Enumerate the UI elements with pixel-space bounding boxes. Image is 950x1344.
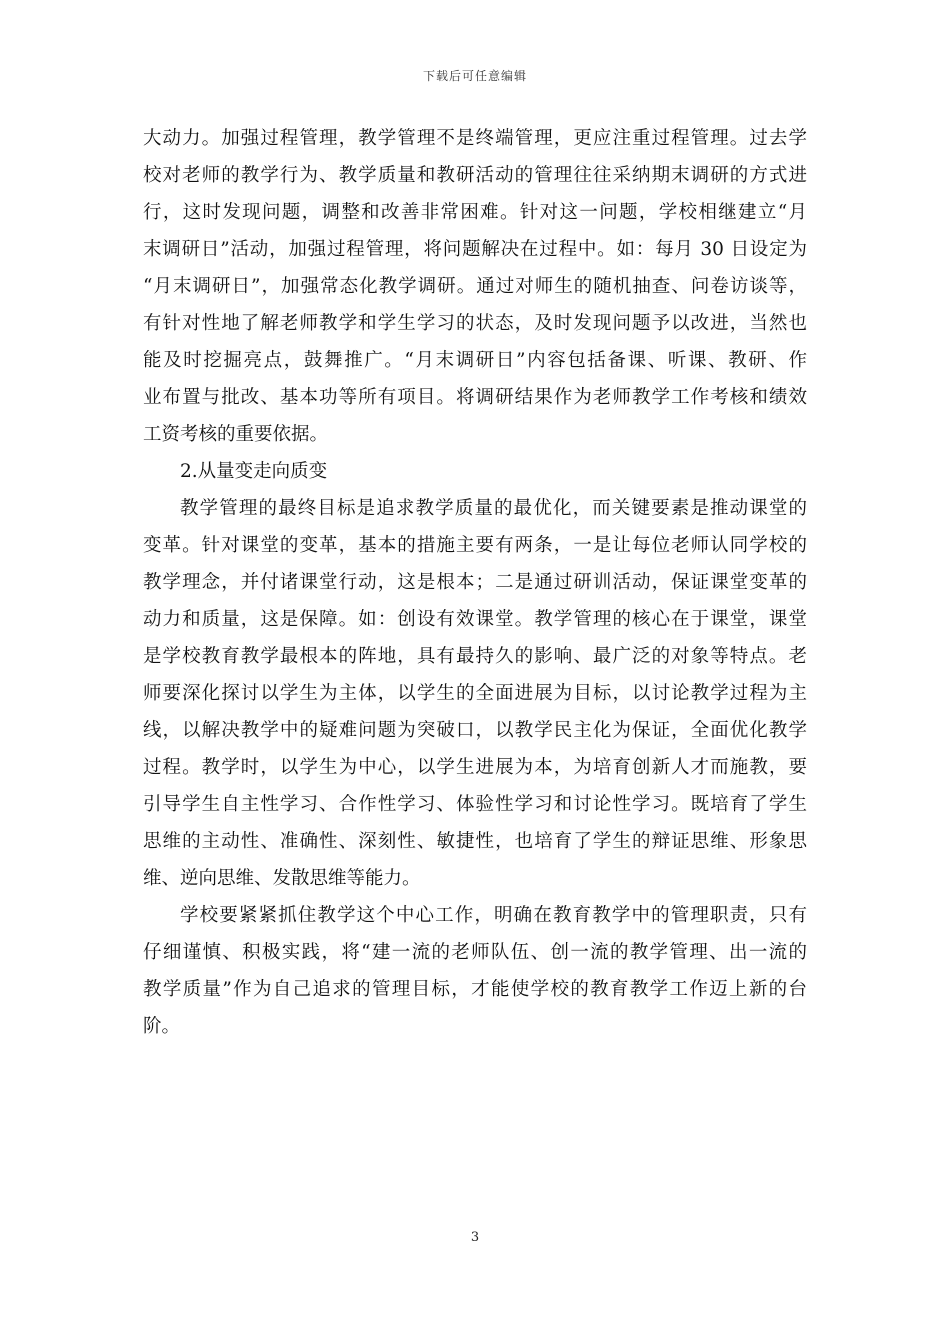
text-line: 引导学生自主性学习、合作性学习、体验性学习和讨论性学习。既培育了学生 [143,794,807,815]
text-line: 过程。教学时，以学生为中心，以学生进展为本，为培育创新人才而施教，要 [143,757,807,778]
text-line: 是学校教育教学最根本的阵地，具有最持久的影响、最广泛的对象等特点。老 [143,646,807,667]
paragraph-quality-change [143,490,807,897]
text-line: 线，以解决教学中的疑难问题为突破口，以教学民主化为保证，全面优化教学 [143,720,807,741]
text-line: 变革。针对课堂的变革，基本的措施主要有两条，一是让每位老师认同学校的 [143,535,807,556]
text-line: 大动力。加强过程管理，教学管理不是终端管理，更应注重过程管理。过去学 [143,128,807,149]
text-line: 校对老师的教学行为、教学质量和教研活动的管理往往采纳期末调研的方式进 [143,165,807,186]
text-line: 动力和质量，这是保障。如：创设有效课堂。教学管理的核心在于课堂，课堂 [143,609,807,630]
section-heading: 2.从量变走向质变 [180,461,328,482]
text-line: 阶。 [143,1016,181,1037]
document-body [143,120,807,1045]
text-line: 工资考核的重要依据。 [143,424,329,445]
text-line: 教学理念，并付诸课堂行动，这是根本；二是通过研训活动，保证课堂变革的 [143,572,807,593]
page-number: 3 [470,1230,480,1245]
text-line: 教学管理的最终目标是追求教学质量的最优化，而关键要素是推动课堂的 [180,498,807,519]
text-line: 行，这时发现问题，调整和改善非常困难。针对这一问题，学校相继建立“月 [143,202,807,223]
page-header: 下载后可任意编辑 [422,69,527,83]
text-line: 教学质量”作为自己追求的管理目标，才能使学校的教育教学工作迈上新的台 [143,979,807,1000]
text-line: 有针对性地了解老师教学和学生学习的状态，及时发现问题予以改进，当然也 [143,313,807,334]
text-line: 维、逆向思维、发散思维等能力。 [143,868,421,889]
text-line: 师要深化探讨以学生为主体，以学生的全面进展为目标，以讨论教学过程为主 [143,683,807,704]
paragraph-conclusion [143,897,807,1045]
text-line: 业布置与批改、基本功等所有项目。将调研结果作为老师教学工作考核和绩效 [143,387,807,408]
text-line: 学校要紧紧抓住教学这个中心工作，明确在教育教学中的管理职责，只有 [180,905,807,926]
paragraph-process-management [143,120,807,453]
text-line: 能及时挖掘亮点，鼓舞推广。“月末调研日”内容包括备课、听课、教研、作 [143,350,807,371]
text-line: “月末调研日”，加强常态化教学调研。通过对师生的随机抽查、问卷访谈等， [143,276,807,297]
text-line: 仔细谨慎、积极实践，将“建一流的老师队伍、创一流的教学管理、出一流的 [143,942,807,963]
text-line: 末调研日”活动，加强过程管理，将问题解决在过程中。如：每月 30 日设定为 [143,239,807,260]
text-line: 思维的主动性、准确性、深刻性、敏捷性，也培育了学生的辩证思维、形象思 [143,831,807,852]
